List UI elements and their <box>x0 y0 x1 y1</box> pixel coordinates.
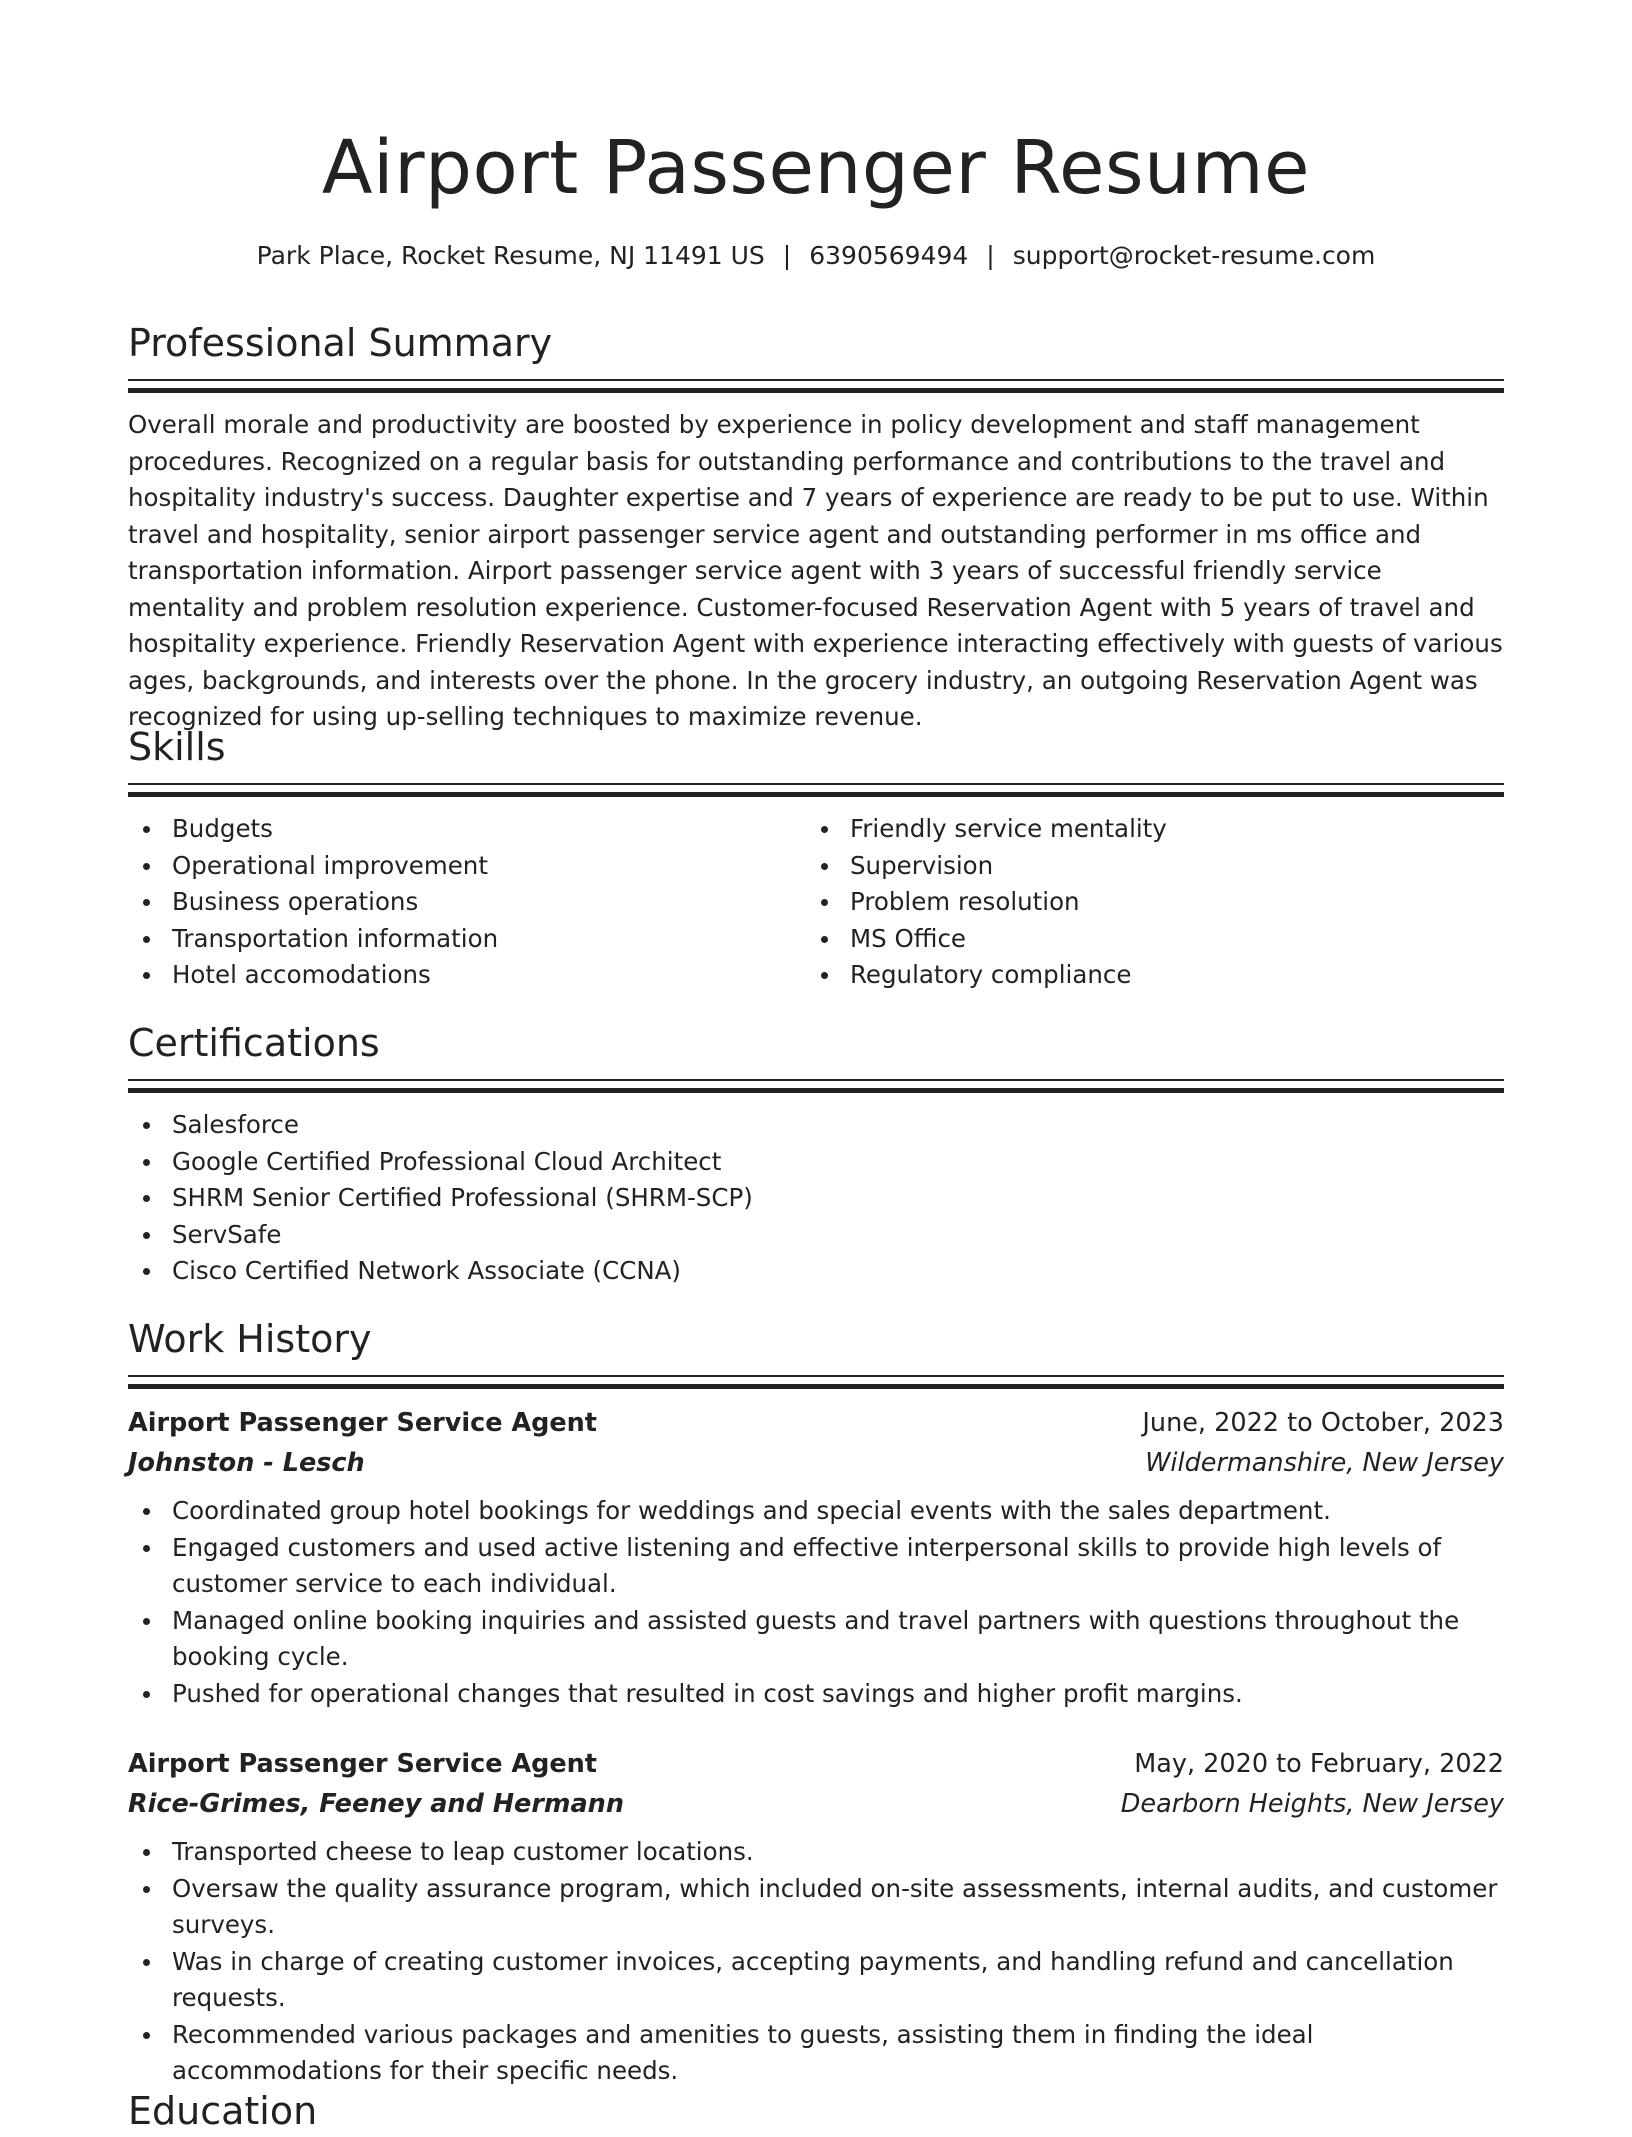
work-history-section <box>128 1313 1504 2090</box>
section-divider <box>128 1375 1504 1389</box>
skill-item: Problem resolution <box>806 884 1484 921</box>
skills-list-left <box>128 811 806 994</box>
certification-item: Google Certified Professional Cloud Architect <box>128 1144 1504 1181</box>
certification-item: SHRM Senior Certified Professional (SHRM-SCP) <box>128 1180 1504 1217</box>
job-company: Johnston - Lesch <box>128 1448 365 1478</box>
section-divider <box>128 783 1504 797</box>
skill-item: Supervision <box>806 848 1484 885</box>
contact-phone: 6390569494 <box>809 241 969 270</box>
skill-item: Operational improvement <box>128 848 806 885</box>
job-dates: June, 2022 to October, 2023 <box>1142 1408 1504 1438</box>
skills-columns <box>128 811 1504 994</box>
job-bullets <box>128 1834 1504 2090</box>
job-bullet: Pushed for operational changes that resulted in cost savings and higher profit margins. <box>128 1676 1504 1713</box>
job-bullet: Was in charge of creating customer invoices, accepting payments, and handling refund and cancellation requests. <box>128 1944 1504 2017</box>
job-title: Airport Passenger Service Agent <box>128 1749 597 1779</box>
skill-item: Budgets <box>128 811 806 848</box>
section-title-skills: Skills <box>128 725 226 769</box>
job-location: Dearborn Heights, New Jersey <box>1120 1789 1504 1819</box>
job-location: Wildermanshire, New Jersey <box>1145 1448 1504 1478</box>
job-bullet: Coordinated group hotel bookings for weddings and special events with the sales department. <box>128 1493 1504 1530</box>
contact-address: Park Place, Rocket Resume, NJ 11491 US <box>256 241 765 270</box>
job-header <box>128 1744 1504 1784</box>
section-title-education: Education <box>128 2089 318 2133</box>
certification-item: ServSafe <box>128 1217 1504 1254</box>
contact-email: support@rocket-resume.com <box>1012 241 1376 270</box>
section-title-summary: Professional Summary <box>128 321 553 365</box>
job-company: Rice-Grimes, Feeney and Hermann <box>128 1789 624 1819</box>
summary-section <box>128 317 1504 736</box>
skill-item: Business operations <box>128 884 806 921</box>
skill-item: Friendly service mentality <box>806 811 1484 848</box>
job-dates: May, 2020 to February, 2022 <box>1134 1749 1504 1779</box>
job-bullet: Oversaw the quality assurance program, which included on-site assessments, internal audits, and customer surveys. <box>128 1871 1504 1944</box>
job-title: Airport Passenger Service Agent <box>128 1408 597 1438</box>
job-bullet: Managed online booking inquiries and assisted guests and travel partners with questions throughout the booking cycle. <box>128 1603 1504 1676</box>
skill-item: Transportation information <box>128 921 806 958</box>
job-bullets <box>128 1493 1504 1712</box>
job-subheader <box>128 1784 1504 1824</box>
skills-section <box>128 721 1504 994</box>
certification-item: Salesforce <box>128 1107 1504 1144</box>
certification-item: Cisco Certified Network Associate (CCNA) <box>128 1253 1504 1290</box>
resume-title: Airport Passenger Resume <box>321 125 1311 211</box>
job-subheader <box>128 1443 1504 1483</box>
skill-item: Hotel accomodations <box>128 957 806 994</box>
summary-text: Overall morale and productivity are boosted by experience in policy development and staff management procedures. Recognized on a regular basis for outstanding performance and contributions to the travel and hospitality industry's success. Daughter expertise and 7 years of experience are ready to be put to use. Within travel and hospitality, senior airport passenger service agent and outstanding performer in ms office and transportation information. Airport passenger service agent with 3 years of successful friendly service mentality and problem resolution experience. Customer-focused Reservation Agent with 5 years of travel and hospitality experience. Friendly Reservation Agent with experience interacting effectively with guests of various ages, backgrounds, and interests over the phone. In the grocery industry, an outgoing Reservation Agent was recognized for using up-selling techniques to maximize revenue. <box>128 410 1503 731</box>
section-divider <box>128 1079 1504 1093</box>
education-section <box>128 2085 1504 2137</box>
job-bullet: Transported cheese to leap customer locations. <box>128 1834 1504 1871</box>
job-bullet: Engaged customers and used active listening and effective interpersonal skills to provide high levels of customer service to each individual. <box>128 1530 1504 1603</box>
certifications-section <box>128 1017 1504 1290</box>
certifications-list <box>128 1107 1504 1290</box>
skill-item: MS Office <box>806 921 1484 958</box>
skill-item: Regulatory compliance <box>806 957 1484 994</box>
job-header <box>128 1403 1504 1443</box>
contact-separator: | <box>986 241 995 270</box>
job-entry <box>128 1744 1504 2090</box>
section-divider <box>128 379 1504 393</box>
job-entry <box>128 1403 1504 1712</box>
contact-line <box>128 238 1504 274</box>
section-title-work-history: Work History <box>128 1317 372 1361</box>
skills-list-right <box>806 811 1484 994</box>
section-title-certifications: Certifications <box>128 1021 380 1065</box>
job-bullet: Recommended various packages and amenities to guests, assisting them in finding the ideal accommodations for their specific needs. <box>128 2017 1504 2090</box>
contact-separator: | <box>782 241 792 270</box>
